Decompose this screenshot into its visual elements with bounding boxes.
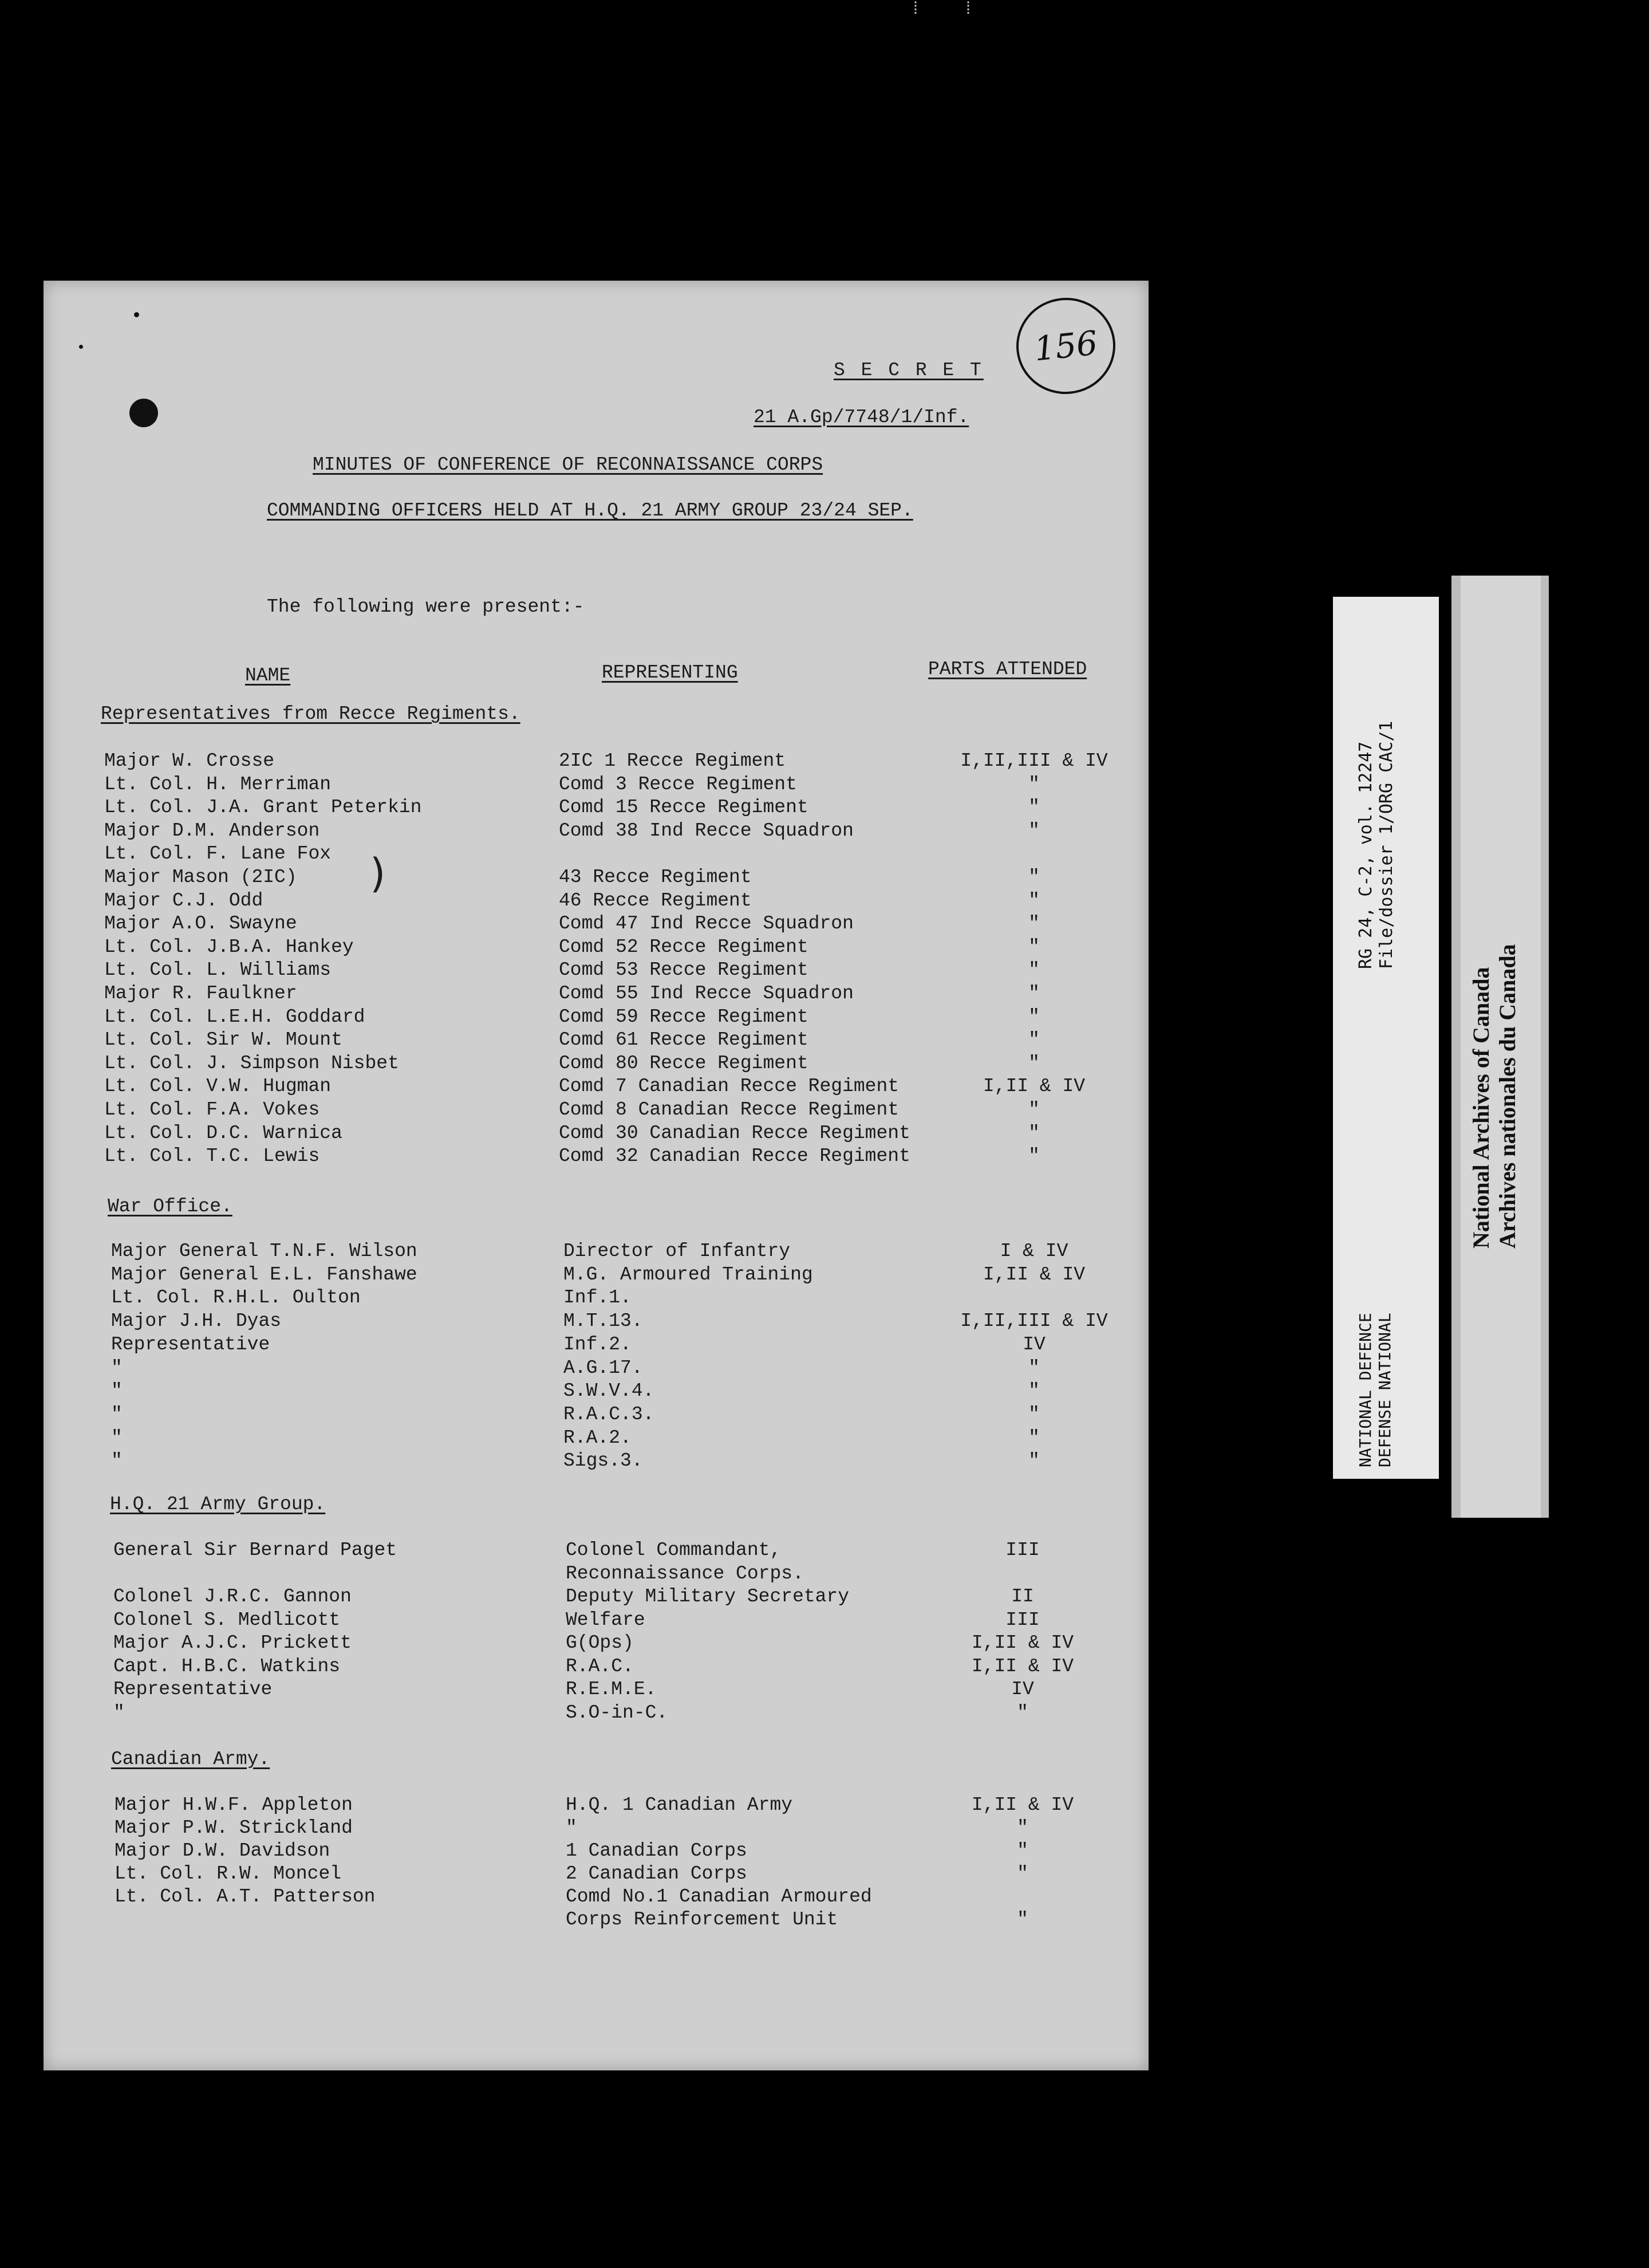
attendee-name: Lt. Col. F. Lane Fox	[104, 843, 332, 864]
attendee-representing: Comd 8 Canadian Recce Regiment	[559, 1099, 900, 1120]
attendee-name: Lt. Col. R.W. Moncel	[115, 1863, 342, 1884]
attendee-representing: 2IC 1 Recce Regiment	[559, 750, 786, 771]
attendee-representing: A.G.17.	[563, 1357, 643, 1379]
parts-attended: "	[1028, 797, 1040, 818]
attendee-name: Lt. Col. L.E.H. Goddard	[104, 1006, 365, 1027]
title-line-2: COMMANDING OFFICERS HELD AT H.Q. 21 ARMY GROUP 23/24 SEP.	[267, 500, 913, 521]
attendee-name: Lt. Col. J.A. Grant Peterkin	[104, 797, 422, 818]
attendee-name: Major General E.L. Fanshawe	[111, 1264, 417, 1285]
attendee-name: Major P.W. Strickland	[115, 1817, 353, 1838]
attendee-name: Major A.J.C. Prickett	[113, 1632, 352, 1653]
attendee-name: Lt. Col. J. Simpson Nisbet	[104, 1053, 399, 1074]
parts-attended: "	[1028, 1450, 1040, 1471]
document-page	[44, 281, 1149, 2070]
ink-speck	[79, 345, 83, 349]
attendee-name: Lt. Col. Sir W. Mount	[104, 1029, 342, 1050]
attendee-name: "	[111, 1357, 123, 1379]
parts-attended: "	[1028, 959, 1040, 981]
column-header-representing: REPRESENTING	[602, 662, 738, 683]
attendee-representing: M.G. Armoured Training	[563, 1264, 813, 1285]
section-heading: Representatives from Recce Regiments.	[101, 703, 520, 724]
archive-name-en: National Archives of Canada	[1468, 967, 1494, 1249]
attendee-representing: H.Q. 1 Canadian Army	[566, 1794, 793, 1816]
section-heading: H.Q. 21 Army Group.	[110, 1494, 326, 1515]
attendee-name: "	[111, 1380, 123, 1401]
attendee-representing: Corps Reinforcement Unit	[566, 1909, 838, 1930]
attendee-name: Major R. Faulkner	[104, 983, 297, 1004]
attendee-name: Lt. Col. A.T. Patterson	[115, 1886, 376, 1907]
parts-attended: IV	[1023, 1334, 1046, 1355]
attendee-name: Lt. Col. F.A. Vokes	[104, 1099, 320, 1120]
parts-attended: "	[1017, 1863, 1028, 1884]
attendee-name: Major J.H. Dyas	[111, 1310, 282, 1332]
parts-attended: "	[1028, 1006, 1040, 1027]
attendee-representing: Inf.2.	[563, 1334, 632, 1355]
attendee-representing: Comd 30 Canadian Recce Regiment	[559, 1123, 910, 1144]
attendee-representing: 2 Canadian Corps	[566, 1863, 747, 1884]
parts-attended: "	[1028, 1053, 1040, 1074]
attendee-representing: R.A.2.	[563, 1427, 632, 1448]
attendee-name: "	[111, 1427, 123, 1448]
archive-name-strip	[1451, 576, 1549, 1518]
parts-attended: "	[1028, 1145, 1040, 1167]
parts-attended: I,II & IV	[971, 1656, 1074, 1677]
attendee-representing: Comd 53 Recce Regiment	[559, 959, 808, 981]
parts-attended: "	[1028, 820, 1040, 841]
attendee-representing: Comd 47 Ind Recce Squadron	[559, 913, 854, 934]
attendee-representing: Director of Infantry	[563, 1241, 791, 1262]
attendee-name: Major A.O. Swayne	[104, 913, 297, 934]
column-header-parts: PARTS ATTENDED	[928, 659, 1087, 680]
attendee-name: Major Mason (2IC)	[104, 867, 297, 888]
reference-number: 21 A.Gp/7748/1/Inf.	[754, 407, 969, 428]
attendee-representing: Inf.1.	[563, 1287, 632, 1308]
attendee-representing: Comd 59 Recce Regiment	[559, 1006, 808, 1027]
parts-attended: III	[1005, 1609, 1040, 1631]
attendee-name: Major D.W. Davidson	[115, 1840, 330, 1861]
attendee-name: Major C.J. Odd	[104, 890, 263, 911]
attendee-representing: Deputy Military Secretary	[566, 1586, 850, 1607]
attendee-representing: Comd 32 Canadian Recce Regiment	[559, 1145, 910, 1167]
attendee-name: Capt. H.B.C. Watkins	[113, 1656, 341, 1677]
attendee-name: Representative	[111, 1334, 270, 1355]
archive-reference-line-1: RG 24, C-2, vol. 12247	[1356, 741, 1376, 969]
parts-attended: "	[1028, 1427, 1040, 1448]
parts-attended: I,II,III & IV	[960, 1310, 1108, 1332]
parts-attended: III	[1005, 1539, 1040, 1561]
attendee-name: "	[111, 1404, 123, 1425]
attendee-representing: Welfare	[566, 1609, 645, 1631]
attendee-name: Colonel S. Medlicott	[113, 1609, 341, 1631]
ink-blot	[129, 399, 158, 427]
attendee-name: Major General T.N.F. Wilson	[111, 1241, 417, 1262]
attendee-representing: Comd 38 Ind Recce Squadron	[559, 820, 854, 841]
archive-name-fr: Archives nationales du Canada	[1494, 944, 1520, 1249]
attendee-representing: Comd 61 Recce Regiment	[559, 1029, 808, 1050]
attendee-name: Colonel J.R.C. Gannon	[113, 1586, 352, 1607]
attendee-name: Lt. Col. D.C. Warnica	[104, 1123, 342, 1144]
parts-attended: "	[1028, 1123, 1040, 1144]
attendee-representing: M.T.13.	[563, 1310, 643, 1332]
archive-reference-line-2: File/dossier 1/ORG CAC/1	[1376, 720, 1396, 969]
parts-attended: "	[1017, 1840, 1028, 1861]
parts-attended: I,II & IV	[983, 1264, 1086, 1285]
parts-attended: I,II & IV	[971, 1794, 1074, 1816]
attendee-representing: Comd 52 Recce Regiment	[559, 936, 808, 958]
attendee-name: Lt. Col. J.B.A. Hankey	[104, 936, 354, 958]
attendee-representing: Colonel Commandant,	[566, 1539, 782, 1561]
attendee-representing: R.A.C.	[566, 1656, 634, 1677]
attendee-name: Lt. Col. V.W. Hugman	[104, 1076, 332, 1097]
classification-label: S E C R E T	[834, 360, 984, 381]
parts-attended: "	[1028, 890, 1040, 911]
attendee-name: Lt. Col. H. Merriman	[104, 774, 332, 795]
attendee-representing: S.W.V.4.	[563, 1380, 654, 1401]
parts-attended: "	[1017, 1702, 1028, 1723]
parts-attended: "	[1017, 1817, 1028, 1838]
attendee-representing: G(Ops)	[566, 1632, 634, 1653]
parts-attended: I,II & IV	[971, 1632, 1074, 1653]
attendee-representing: S.O-in-C.	[566, 1702, 668, 1723]
attendee-name: Representative	[113, 1679, 273, 1700]
intro-text: The following were present:-	[267, 596, 585, 617]
parts-attended: "	[1028, 867, 1040, 888]
attendee-representing: Comd No.1 Canadian Armoured	[566, 1886, 872, 1907]
attendee-representing: Comd 3 Recce Regiment	[559, 774, 797, 795]
attendee-name: Lt. Col. L. Williams	[104, 959, 332, 981]
attendee-name: Major D.M. Anderson	[104, 820, 320, 841]
department-label-fr: DEFENSE NATIONAL	[1375, 1313, 1394, 1467]
attendee-representing: Sigs.3.	[563, 1450, 643, 1471]
parts-attended: "	[1028, 1099, 1040, 1120]
parts-attended: "	[1028, 913, 1040, 934]
archive-reference-strip	[1333, 597, 1439, 1479]
attendee-representing: Comd 15 Recce Regiment	[559, 797, 808, 818]
parts-attended: "	[1028, 1404, 1040, 1425]
ink-speck	[134, 312, 139, 317]
folio-number: 156	[1012, 293, 1121, 399]
parts-attended: I & IV	[1000, 1241, 1068, 1262]
attendee-name: Lt. Col. R.H.L. Oulton	[111, 1287, 361, 1308]
parts-attended: "	[1028, 1029, 1040, 1050]
attendee-representing: Comd 7 Canadian Recce Regiment	[559, 1076, 900, 1097]
parts-attended: II	[1011, 1586, 1034, 1607]
parts-attended: I,II & IV	[983, 1076, 1086, 1097]
attendee-representing: Comd 55 Ind Recce Squadron	[559, 983, 854, 1004]
attendee-name: "	[111, 1450, 123, 1471]
column-header-name: NAME	[245, 665, 291, 686]
parts-attended: I,II,III & IV	[960, 750, 1108, 771]
section-heading: War Office.	[108, 1196, 232, 1217]
attendee-name: General Sir Bernard Paget	[113, 1539, 397, 1561]
attendee-representing: "	[566, 1817, 577, 1838]
parts-attended: "	[1028, 936, 1040, 958]
attendee-name: Major W. Crosse	[104, 750, 275, 771]
bracket-mark: )	[370, 850, 386, 897]
attendee-representing: 43 Recce Regiment	[559, 867, 752, 888]
parts-attended: "	[1028, 1380, 1040, 1401]
parts-attended: "	[1028, 983, 1040, 1004]
attendee-name: Lt. Col. T.C. Lewis	[104, 1145, 320, 1167]
attendee-representing: R.E.M.E.	[566, 1679, 657, 1700]
attendee-representing: Reconnaissance Corps.	[566, 1563, 804, 1584]
film-edge-marks: ⁞ ⁞	[910, 0, 990, 19]
parts-attended: IV	[1011, 1679, 1034, 1700]
parts-attended: "	[1028, 1357, 1040, 1379]
parts-attended: "	[1017, 1909, 1028, 1930]
attendee-name: "	[113, 1702, 125, 1723]
attendee-representing: 1 Canadian Corps	[566, 1840, 747, 1861]
attendee-name: Major H.W.F. Appleton	[115, 1794, 353, 1816]
attendee-representing: Comd 80 Recce Regiment	[559, 1053, 808, 1074]
section-heading: Canadian Army.	[111, 1749, 270, 1770]
parts-attended: "	[1028, 774, 1040, 795]
title-line-1: MINUTES OF CONFERENCE OF RECONNAISSANCE CORPS	[313, 454, 823, 475]
department-label-en: NATIONAL DEFENCE	[1356, 1313, 1375, 1467]
attendee-representing: 46 Recce Regiment	[559, 890, 752, 911]
attendee-representing: R.A.C.3.	[563, 1404, 654, 1425]
